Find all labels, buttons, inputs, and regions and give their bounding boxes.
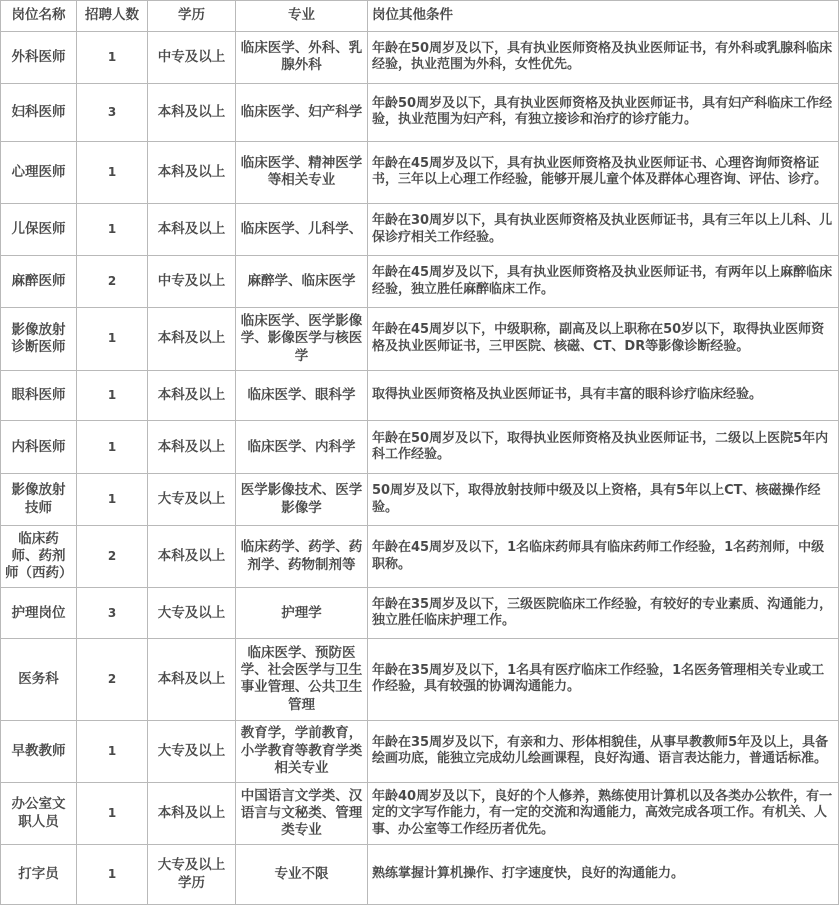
cell-position-name: 打字员 <box>1 845 77 905</box>
table-row <box>1 83 839 141</box>
column-header-education: 学历 <box>148 1 236 32</box>
cell-headcount: 2 <box>77 256 148 308</box>
cell-major: 临床药学、药学、药剂学、药物制剂等 <box>236 525 368 587</box>
column-header-other-conditions: 岗位其他条件 <box>368 1 839 32</box>
table-header <box>1 1 839 32</box>
cell-headcount: 2 <box>77 525 148 587</box>
cell-position-name: 影像放射技师 <box>1 474 77 526</box>
cell-education: 本科及以上 <box>148 203 236 256</box>
cell-education: 大专及以上学历 <box>148 845 236 905</box>
cell-major: 教育学，学前教育，小学教育等教育学类相关专业 <box>236 720 368 782</box>
table-row <box>1 142 839 204</box>
cell-headcount: 1 <box>77 474 148 526</box>
cell-other-conditions: 取得执业医师资格及执业医师证书，具有丰富的眼科诊疗临床经验。 <box>368 370 839 421</box>
cell-other-conditions: 熟练掌握计算机操作、打字速度快，良好的沟通能力。 <box>368 845 839 905</box>
cell-other-conditions: 年龄在35周岁及以下，三级医院临床工作经验，有较好的专业素质、沟通能力，独立胜任临床护理工作。 <box>368 588 839 639</box>
cell-education: 本科及以上 <box>148 421 236 474</box>
cell-major: 中国语言文学类、汉语言与文秘类、管理类专业 <box>236 783 368 845</box>
column-header-major: 专业 <box>236 1 368 32</box>
column-header-position-name: 岗位名称 <box>1 1 77 32</box>
cell-headcount: 1 <box>77 203 148 256</box>
cell-major: 临床医学、医学影像学、影像医学与核医学 <box>236 308 368 371</box>
cell-position-name: 眼科医师 <box>1 370 77 421</box>
cell-headcount: 1 <box>77 845 148 905</box>
cell-other-conditions: 年龄40周岁及以下，良好的个人修养，熟练使用计算机以及各类办公软件，有一定的文字写作能力，有一定的交流和沟通能力，高效完成各项工作。有机关、人事、办公室等工作经历者优先。 <box>368 783 839 845</box>
cell-major: 麻醉学、临床医学 <box>236 256 368 308</box>
cell-education: 本科及以上 <box>148 142 236 204</box>
cell-education: 本科及以上 <box>148 525 236 587</box>
cell-other-conditions: 年龄在50周岁及以下，取得执业医师资格及执业医师证书，二级以上医院5年内科工作经验。 <box>368 421 839 474</box>
cell-education: 大专及以上 <box>148 720 236 782</box>
cell-position-name: 早教教师 <box>1 720 77 782</box>
cell-position-name: 儿保医师 <box>1 203 77 256</box>
cell-other-conditions: 年龄在45周岁以下，中级职称，副高及以上职称在50岁以下，取得执业医师资格及执业医师证书，三甲医院、核磁、CT、DR等影像诊断经验。 <box>368 308 839 371</box>
cell-headcount: 2 <box>77 639 148 720</box>
cell-education: 本科及以上 <box>148 783 236 845</box>
cell-major: 专业不限 <box>236 845 368 905</box>
table-row <box>1 783 839 845</box>
cell-education: 本科及以上 <box>148 308 236 371</box>
cell-position-name: 内科医师 <box>1 421 77 474</box>
table-row <box>1 32 839 84</box>
cell-other-conditions: 50周岁及以下，取得放射技师中级及以上资格，具有5年以上CT、核磁操作经验。 <box>368 474 839 526</box>
column-header-headcount: 招聘人数 <box>77 1 148 32</box>
cell-position-name: 医务科 <box>1 639 77 720</box>
cell-education: 大专及以上 <box>148 588 236 639</box>
cell-position-name: 麻醉医师 <box>1 256 77 308</box>
cell-headcount: 1 <box>77 421 148 474</box>
cell-position-name: 护理岗位 <box>1 588 77 639</box>
cell-position-name: 心理医师 <box>1 142 77 204</box>
cell-other-conditions: 年龄在30周岁以下，具有执业医师资格及执业医师证书，具有三年以上儿科、儿保诊疗相关工作经验。 <box>368 203 839 256</box>
table-body <box>1 32 839 905</box>
table-row <box>1 421 839 474</box>
cell-other-conditions: 年龄在35周岁及以下，1名具有医疗临床工作经验，1名医务管理相关专业或工作经验，具有较强的协调沟通能力。 <box>368 639 839 720</box>
table-row <box>1 845 839 905</box>
cell-headcount: 1 <box>77 783 148 845</box>
table-row <box>1 370 839 421</box>
cell-headcount: 3 <box>77 83 148 141</box>
table-row <box>1 256 839 308</box>
table-row <box>1 639 839 720</box>
cell-education: 大专及以上 <box>148 474 236 526</box>
cell-position-name: 妇科医师 <box>1 83 77 141</box>
cell-major: 临床医学、妇产科学 <box>236 83 368 141</box>
cell-position-name: 影像放射诊断医师 <box>1 308 77 371</box>
cell-other-conditions: 年龄在50周岁及以下，具有执业医师资格及执业医师证书，有外科或乳腺科临床经验，执业范围为外科，女性优先。 <box>368 32 839 84</box>
table-row <box>1 308 839 371</box>
cell-position-name: 临床药师、药剂师（西药） <box>1 525 77 587</box>
cell-headcount: 1 <box>77 720 148 782</box>
cell-major: 临床医学、预防医学、社会医学与卫生事业管理、公共卫生管理 <box>236 639 368 720</box>
table-row <box>1 525 839 587</box>
cell-major: 临床医学、眼科学 <box>236 370 368 421</box>
table-row <box>1 720 839 782</box>
cell-education: 本科及以上 <box>148 83 236 141</box>
cell-position-name: 外科医师 <box>1 32 77 84</box>
table-header-row <box>1 1 839 32</box>
cell-headcount: 1 <box>77 142 148 204</box>
cell-education: 中专及以上 <box>148 256 236 308</box>
cell-education: 中专及以上 <box>148 32 236 84</box>
cell-major: 临床医学、外科、乳腺外科 <box>236 32 368 84</box>
cell-major: 临床医学、儿科学、 <box>236 203 368 256</box>
cell-education: 本科及以上 <box>148 639 236 720</box>
cell-major: 医学影像技术、医学影像学 <box>236 474 368 526</box>
cell-other-conditions: 年龄50周岁及以下，具有执业医师资格及执业医师证书，具有妇产科临床工作经验，执业范围为妇产科，有独立接诊和治疗的诊疗能力。 <box>368 83 839 141</box>
cell-headcount: 1 <box>77 370 148 421</box>
cell-headcount: 3 <box>77 588 148 639</box>
cell-other-conditions: 年龄在45周岁及以下，1名临床药师具有临床药师工作经验，1名药剂师，中级职称。 <box>368 525 839 587</box>
cell-major: 临床医学、精神医学等相关专业 <box>236 142 368 204</box>
cell-major: 临床医学、内科学 <box>236 421 368 474</box>
cell-other-conditions: 年龄在35周岁及以下，有亲和力、形体相貌佳，从事早教教师5年及以上，具备绘画功底，能独立完成幼儿绘画课程，良好沟通、语言表达能力，普通话标准。 <box>368 720 839 782</box>
cell-education: 本科及以上 <box>148 370 236 421</box>
cell-headcount: 1 <box>77 32 148 84</box>
cell-major: 护理学 <box>236 588 368 639</box>
cell-other-conditions: 年龄在45周岁及以下，具有执业医师资格及执业医师证书、心理咨询师资格证书，三年以上心理工作经验，能够开展儿童个体及群体心理咨询、评估、诊疗。 <box>368 142 839 204</box>
cell-other-conditions: 年龄在45周岁及以下，具有执业医师资格及执业医师证书，有两年以上麻醉临床经验，独立胜任麻醉临床工作。 <box>368 256 839 308</box>
table-row <box>1 474 839 526</box>
table-row <box>1 588 839 639</box>
cell-position-name: 办公室文职人员 <box>1 783 77 845</box>
cell-headcount: 1 <box>77 308 148 371</box>
table-row <box>1 203 839 256</box>
